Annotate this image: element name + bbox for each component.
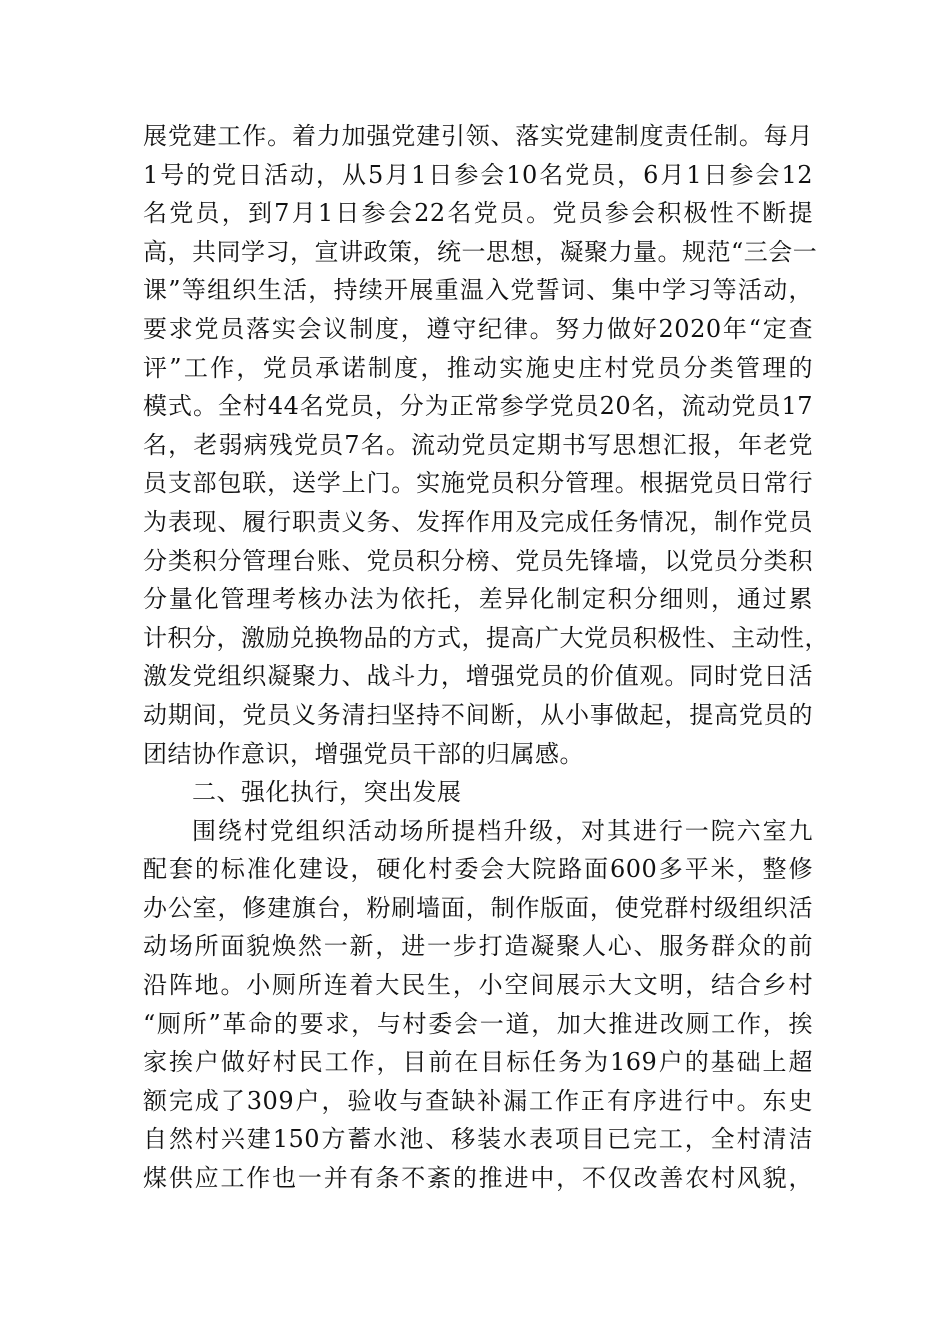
paragraph-line: 要求党员落实会议制度，遵守纪律。努力做好2020年“定查: [143, 314, 813, 343]
paragraph-line: 展党建工作。着力加强党建引领、落实党建制度责任制。每月: [143, 122, 813, 150]
paragraph-line: 围绕村党组织活动场所提档升级，对其进行一院六室九: [192, 816, 813, 845]
paragraph-line: 名，老弱病残党员7名。流动党员定期书写思想汇报，年老党: [143, 430, 813, 459]
paragraph-line: 分量化管理考核办法为依托，差异化制定积分细则，通过累: [143, 585, 813, 614]
paragraph-line: 动场所面貌焕然一新，进一步打造凝聚人心、服务群众的前: [143, 932, 813, 961]
paragraph-line: 动期间，党员义务清扫坚持不间断，从小事做起，提高党员的: [143, 700, 813, 729]
paragraph-line: “厕所”革命的要求，与村委会一道，加大推进改厕工作，挨: [143, 1009, 813, 1038]
paragraph-line: 额完成了309户，验收与查缺补漏工作正有序进行中。东史: [143, 1086, 813, 1115]
paragraph-line: 分类积分管理台账、党员积分榜、党员先锋墙，以党员分类积: [143, 546, 813, 575]
paragraph-line: 煤供应工作也一并有条不紊的推进中，不仅改善农村风貌，: [143, 1164, 813, 1193]
paragraph-line: 课”等组织生活，持续开展重温入党誓词、集中学习等活动，: [143, 276, 813, 305]
paragraph-line: 模式。全村44名党员，分为正常参学党员20名，流动党员17: [143, 392, 813, 421]
paragraph-line: 团结协作意识，增强党员干部的归属感。: [143, 739, 584, 768]
paragraph-line: 评”工作，党员承诺制度，推动实施史庄村党员分类管理的: [143, 353, 813, 382]
paragraph-line: 激发党组织凝聚力、战斗力，增强党员的价值观。同时党日活: [143, 662, 813, 691]
paragraph-line: 办公室，修建旗台，粉刷墙面，制作版面，使党群村级组织活: [143, 893, 813, 922]
paragraph-line: 沿阵地。小厕所连着大民生，小空间展示大文明，结合乡村: [143, 971, 813, 1000]
paragraph-line: 名党员，到7月1日参会22名党员。党员参会积极性不断提: [143, 199, 813, 228]
section-heading: 二、强化执行，突出发展: [192, 778, 462, 807]
paragraph-line: 自然村兴建150方蓄水池、移装水表项目已完工，全村清洁: [143, 1125, 813, 1154]
paragraph-line: 配套的标准化建设，硬化村委会大院路面600多平米，整修: [143, 855, 813, 884]
paragraph-line: 计积分，激励兑换物品的方式，提高广大党员积极性、主动性，: [143, 623, 829, 652]
paragraph-line: 员支部包联，送学上门。实施党员积分管理。根据党员日常行: [143, 469, 813, 498]
paragraph-line: 高，共同学习，宣讲政策，统一思想，凝聚力量。规范“三会一: [143, 237, 818, 266]
paragraph-line: 1号的党日活动，从5月1日参会10名党员，6月1日参会12: [143, 160, 813, 189]
paragraph-line: 家挨户做好村民工作，目前在目标任务为169户的基础上超: [143, 1048, 813, 1077]
paragraph-line: 为表现、履行职责义务、发挥作用及完成任务情况，制作党员: [143, 507, 813, 536]
document-body: [143, 117, 829, 1198]
